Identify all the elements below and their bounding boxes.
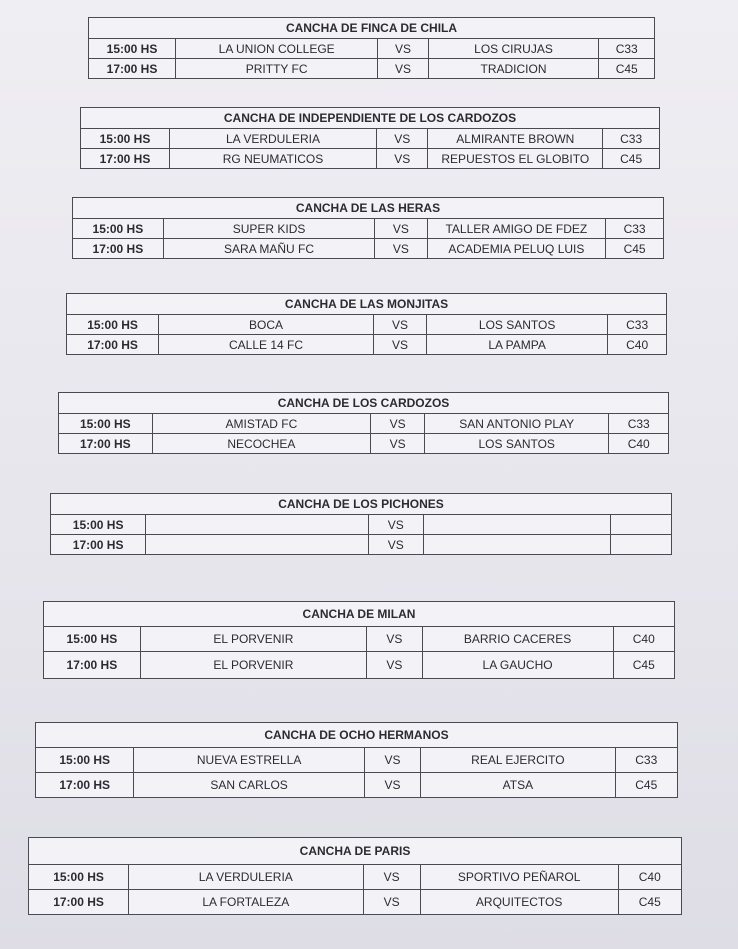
field-title: CANCHA DE LOS CARDOZOS — [59, 393, 668, 414]
match-time: 15:00 HS — [51, 515, 146, 535]
home-team: BOCA — [159, 315, 374, 335]
match-time: 17:00 HS — [89, 59, 176, 79]
versus-label: VS — [364, 773, 420, 798]
category: C40 — [609, 434, 668, 454]
home-team: EL PORVENIR — [140, 627, 366, 652]
home-team: NECOCHEA — [152, 434, 371, 454]
match-time: 17:00 HS — [67, 335, 159, 355]
home-team: PRITTY FC — [176, 59, 378, 79]
field-block-finca-de-chila — [88, 17, 655, 79]
versus-label: VS — [371, 414, 425, 434]
category: C40 — [618, 865, 681, 890]
match-row — [59, 434, 668, 454]
match-time: 15:00 HS — [59, 414, 152, 434]
home-team — [146, 535, 369, 555]
match-time: 17:00 HS — [73, 239, 163, 259]
field-block-las-heras — [72, 197, 664, 259]
category: C45 — [618, 890, 681, 915]
match-row — [89, 59, 654, 79]
away-team: ATSA — [421, 773, 615, 798]
match-row — [44, 627, 674, 652]
match-row — [29, 890, 681, 915]
versus-label: VS — [373, 335, 426, 355]
category: C40 — [608, 335, 666, 355]
match-row — [29, 865, 681, 890]
match-table — [29, 865, 681, 914]
versus-label: VS — [364, 748, 420, 773]
category — [611, 535, 671, 555]
field-title: CANCHA DE INDEPENDIENTE DE LOS CARDOZOS — [81, 108, 659, 129]
category: C45 — [613, 652, 674, 679]
home-team: AMISTAD FC — [152, 414, 371, 434]
category: C33 — [609, 414, 668, 434]
match-table — [81, 129, 659, 168]
match-time: 17:00 HS — [59, 434, 152, 454]
category: C33 — [606, 219, 663, 239]
field-block-ocho-hermanos — [35, 722, 678, 798]
away-team: SAN ANTONIO PLAY — [424, 414, 608, 434]
match-table — [89, 39, 654, 78]
match-time: 15:00 HS — [67, 315, 159, 335]
match-time: 17:00 HS — [44, 652, 140, 679]
away-team: SPORTIVO PEÑAROL — [420, 865, 618, 890]
match-time: 15:00 HS — [44, 627, 140, 652]
away-team: BARRIO CACERES — [422, 627, 613, 652]
away-team — [423, 515, 611, 535]
match-row — [36, 748, 677, 773]
versus-label: VS — [368, 515, 423, 535]
versus-label: VS — [367, 627, 423, 652]
match-row — [89, 39, 654, 59]
versus-label: VS — [378, 59, 428, 79]
versus-label: VS — [375, 219, 427, 239]
match-time: 17:00 HS — [36, 773, 134, 798]
home-team: LA VERDULERIA — [129, 865, 363, 890]
category: C45 — [599, 59, 654, 79]
away-team — [423, 535, 611, 555]
home-team: EL PORVENIR — [140, 652, 366, 679]
match-row — [81, 149, 659, 169]
match-table — [36, 748, 677, 797]
home-team: SARA MAÑU FC — [163, 239, 375, 259]
versus-label: VS — [377, 149, 428, 169]
versus-label: VS — [373, 315, 426, 335]
field-block-las-monjitas — [66, 293, 667, 355]
home-team: SAN CARLOS — [134, 773, 364, 798]
match-time: 15:00 HS — [81, 129, 169, 149]
versus-label: VS — [375, 239, 427, 259]
away-team: TALLER AMIGO DE FDEZ — [427, 219, 606, 239]
match-time: 15:00 HS — [73, 219, 163, 239]
field-block-los-pichones — [50, 493, 672, 555]
category: C45 — [606, 239, 663, 259]
match-time: 17:00 HS — [29, 890, 129, 915]
home-team: RG NEUMATICOS — [169, 149, 376, 169]
away-team: REPUESTOS EL GLOBITO — [428, 149, 603, 169]
field-block-paris — [28, 837, 682, 915]
field-title: CANCHA DE LAS HERAS — [73, 198, 663, 219]
home-team: NUEVA ESTRELLA — [134, 748, 364, 773]
category: C33 — [603, 129, 659, 149]
match-time: 17:00 HS — [51, 535, 146, 555]
away-team: LOS SANTOS — [424, 434, 608, 454]
away-team: TRADICION — [428, 59, 599, 79]
away-team: LOS CIRUJAS — [428, 39, 599, 59]
match-row — [36, 773, 677, 798]
match-row — [81, 129, 659, 149]
match-table — [59, 414, 668, 453]
match-row — [67, 315, 666, 335]
category: C33 — [615, 748, 677, 773]
match-row — [51, 515, 671, 535]
match-time: 15:00 HS — [29, 865, 129, 890]
match-row — [59, 414, 668, 434]
field-block-los-cardozos — [58, 392, 669, 454]
home-team: LA VERDULERIA — [169, 129, 376, 149]
field-title: CANCHA DE OCHO HERMANOS — [36, 723, 677, 748]
match-time: 17:00 HS — [81, 149, 169, 169]
versus-label: VS — [363, 865, 420, 890]
match-row — [51, 535, 671, 555]
home-team: CALLE 14 FC — [159, 335, 374, 355]
away-team: ARQUITECTOS — [420, 890, 618, 915]
match-table — [73, 219, 663, 258]
home-team — [146, 515, 369, 535]
field-title: CANCHA DE FINCA DE CHILA — [89, 18, 654, 39]
away-team: REAL EJERCITO — [421, 748, 615, 773]
away-team: LA GAUCHO — [422, 652, 613, 679]
home-team: LA FORTALEZA — [129, 890, 363, 915]
away-team: LA PAMPA — [426, 335, 607, 355]
home-team: LA UNION COLLEGE — [176, 39, 378, 59]
field-title: CANCHA DE MILAN — [44, 602, 674, 627]
category: C33 — [608, 315, 666, 335]
category — [611, 515, 671, 535]
match-row — [73, 239, 663, 259]
category: C45 — [615, 773, 677, 798]
match-row — [67, 335, 666, 355]
away-team: LOS SANTOS — [426, 315, 607, 335]
match-table — [44, 627, 674, 678]
home-team: SUPER KIDS — [163, 219, 375, 239]
field-title: CANCHA DE LOS PICHONES — [51, 494, 671, 515]
versus-label: VS — [371, 434, 425, 454]
versus-label: VS — [377, 129, 428, 149]
field-block-independiente-de-los-cardozos — [80, 107, 660, 169]
field-title: CANCHA DE PARIS — [29, 838, 681, 865]
versus-label: VS — [367, 652, 423, 679]
match-time: 15:00 HS — [89, 39, 176, 59]
match-row — [73, 219, 663, 239]
versus-label: VS — [368, 535, 423, 555]
field-title: CANCHA DE LAS MONJITAS — [67, 294, 666, 315]
away-team: ALMIRANTE BROWN — [428, 129, 603, 149]
versus-label: VS — [363, 890, 420, 915]
category: C40 — [613, 627, 674, 652]
match-time: 15:00 HS — [36, 748, 134, 773]
match-table — [67, 315, 666, 354]
match-table — [51, 515, 671, 554]
category: C45 — [603, 149, 659, 169]
match-row — [44, 652, 674, 679]
category: C33 — [599, 39, 654, 59]
away-team: ACADEMIA PELUQ LUIS — [427, 239, 606, 259]
field-block-milan — [43, 601, 675, 679]
versus-label: VS — [378, 39, 428, 59]
